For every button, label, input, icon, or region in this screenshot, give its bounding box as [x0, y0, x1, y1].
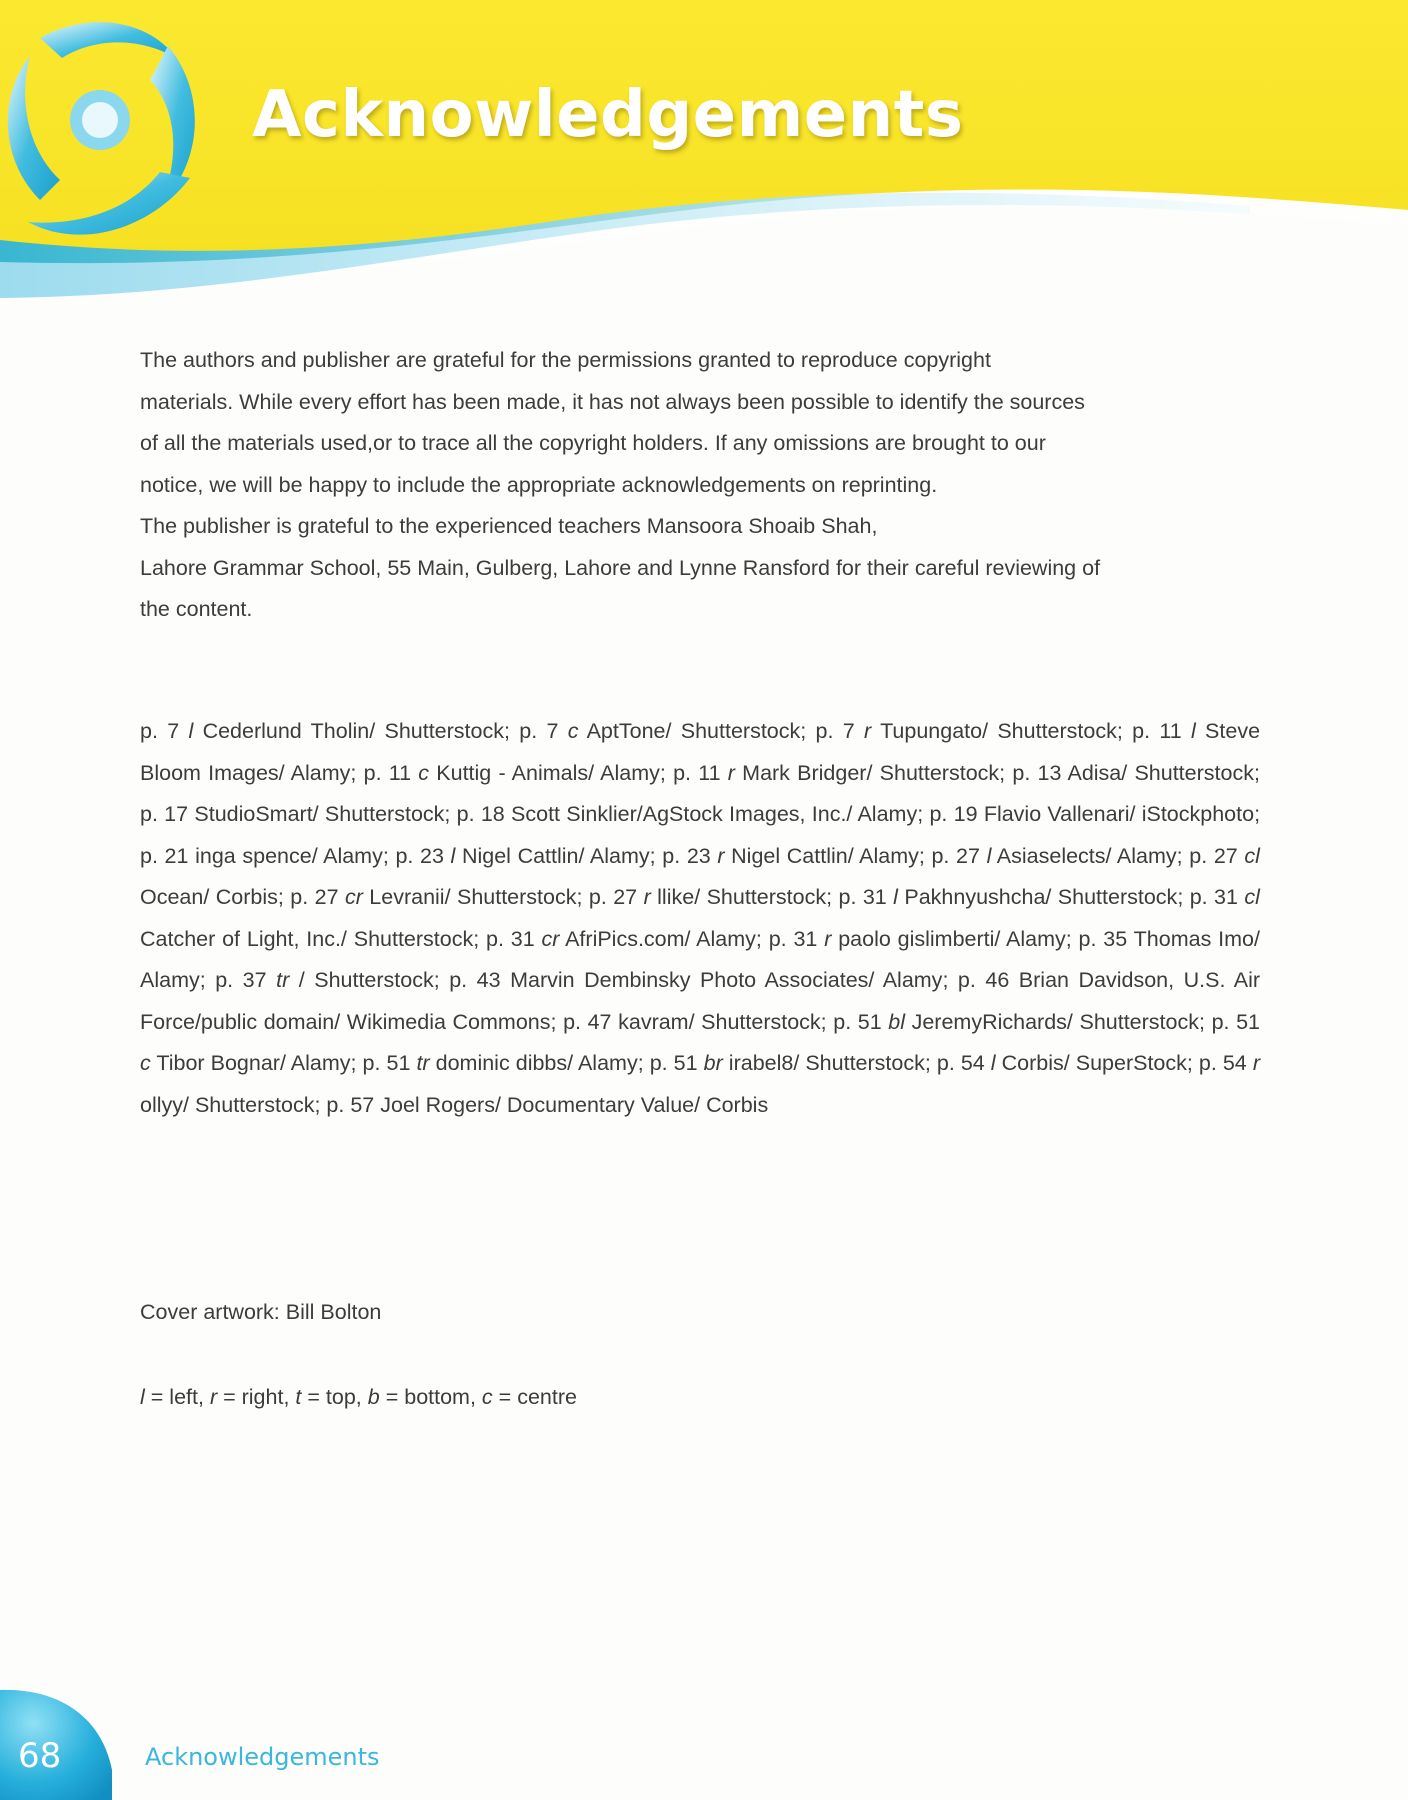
credit-source: Steve Bloom Images/ Alamy [140, 719, 1261, 785]
credit-source: paolo gislimberti/ Alamy [838, 926, 1066, 951]
credit-position: cr [344, 885, 363, 909]
credit-position: bl [888, 1009, 905, 1034]
credit-position: c [567, 719, 579, 743]
credit-position: tr [276, 968, 290, 992]
credit-page: p. 46 [957, 968, 1010, 992]
key-abbr: b [367, 1385, 380, 1409]
page-title: Acknowledgements [252, 78, 964, 152]
credit-entry [650, 1051, 925, 1075]
credit-page: p. 27 [931, 843, 980, 868]
credit-source: StudioSmart/ Shutterstock [194, 802, 445, 826]
credit-position: l [1190, 719, 1196, 743]
intro-paragraph [140, 340, 1260, 631]
credit-source: llike/ Shutterstock [657, 885, 827, 909]
credit-page: p. 57 [326, 1092, 375, 1117]
credit-page: p. 7 [140, 719, 180, 743]
key-abbr: t [295, 1385, 302, 1409]
credit-source: inga spence/ Alamy [195, 843, 383, 868]
credit-entry [838, 885, 1177, 909]
credit-entry [326, 1093, 768, 1117]
credit-page: p. 27 [1189, 843, 1238, 868]
credit-entry [816, 719, 1117, 743]
credit-source: AfriPics.com/ Alamy [565, 926, 756, 951]
credit-entry [937, 1051, 1187, 1075]
intro-line: notice, we will be happy to include the appropriate acknowledgements on reprinting. [140, 472, 938, 497]
credit-source: Ocean/ Corbis [140, 885, 278, 909]
credit-source: kavram/ Shutterstock [618, 1009, 821, 1034]
position-key: l = left, r = right, t = top, b = bottom, c = centre [140, 1385, 577, 1409]
credit-page: p. 35 [1078, 926, 1128, 951]
credit-position: l [986, 843, 992, 868]
credit-source: ollyy/ Shutterstock [140, 1092, 315, 1117]
key-item: b = bottom [367, 1385, 470, 1409]
credit-page: p. 11 [673, 760, 721, 785]
key-abbr: c [481, 1385, 493, 1409]
credit-page: p. 47 [563, 1009, 612, 1034]
intro-line: of all the materials used,or to trace all the copyright holders. If any omissions are brought to our [140, 431, 1046, 455]
credit-entry [519, 719, 800, 743]
credit-page: p. 51 [362, 1051, 411, 1075]
intro-line: Lahore Grammar School, 55 Main, Gulberg, Lahore and Lynne Ransford for their careful reviewing of [140, 555, 1101, 580]
credit-page: p. 18 [456, 802, 505, 826]
credit-position: r [864, 719, 872, 743]
credit-entry [589, 885, 826, 909]
credit-page: p. 54 [1198, 1051, 1247, 1075]
credit-source: / Shutterstock [298, 968, 434, 992]
credit-page: p. 31 [768, 926, 818, 951]
credit-position: l [990, 1051, 996, 1075]
credit-entry [486, 927, 756, 951]
credit-source: Kuttig - Animals/ Alamy [436, 760, 660, 785]
key-abbr: r [209, 1385, 218, 1409]
credit-entry [215, 968, 434, 992]
credit-entry [140, 802, 444, 826]
credit-page: p. 31 [1189, 885, 1238, 909]
credit-source: JeremyRichards/ Shutterstock [911, 1009, 1199, 1034]
credit-source: Tibor Bognar/ Alamy [156, 1051, 351, 1075]
key-abbr: l [140, 1385, 145, 1409]
credit-source: Nigel Cattlin/ Alamy [461, 843, 650, 868]
credit-position: r [1252, 1051, 1260, 1075]
credit-page: p. 27 [290, 885, 339, 909]
credit-entry [833, 1010, 1199, 1034]
credit-source: Mark Bridger/ Shutterstock [742, 760, 1000, 785]
credit-source: Asiaselects/ Alamy [996, 843, 1177, 868]
credit-page: p. 23 [662, 843, 711, 868]
credit-source: Corbis/ SuperStock [1001, 1051, 1187, 1075]
key-meaning: top [325, 1385, 356, 1409]
credit-entry [457, 802, 918, 826]
credit-position: r [717, 843, 725, 868]
credit-entry [140, 719, 504, 743]
credit-source: Flavio Vallenari/ iStockphoto [983, 802, 1255, 826]
credit-source: Joel Rogers/ Documentary Value/ Corbis [380, 1092, 769, 1117]
credit-position: cl [1244, 885, 1260, 909]
credit-entry [563, 1010, 821, 1034]
credit-page: p. 21 [140, 843, 189, 868]
credit-source: AptTone/ Shutterstock [586, 719, 801, 743]
credit-position: cr [541, 926, 560, 951]
credit-page: p. 51 [1211, 1009, 1260, 1034]
credit-entry [1012, 761, 1254, 785]
credit-page: p. 31 [838, 885, 887, 909]
credit-position: r [643, 885, 651, 909]
credit-entry [929, 802, 1254, 826]
credit-page: p. 54 [936, 1051, 985, 1075]
credit-page: p. 43 [449, 968, 501, 992]
cover-credit: Cover artwork: Bill Bolton [140, 1300, 382, 1324]
key-meaning: centre [517, 1385, 577, 1409]
key-meaning: right [241, 1385, 284, 1409]
credit-page: p. 51 [649, 1051, 698, 1075]
intro-line: materials. While every effort has been made, it has not always been possible to identify the sources [140, 389, 1085, 414]
credit-source: Nigel Cattlin/ Alamy [731, 843, 919, 868]
credit-entry [662, 844, 919, 868]
intro-line: The authors and publisher are grateful for the permissions granted to reproduce copyright [140, 348, 991, 372]
credit-source: Pakhnyushcha/ Shutterstock [904, 885, 1178, 909]
credit-source: Tupungato/ Shutterstock [880, 719, 1117, 743]
credit-entry [769, 927, 1066, 951]
credit-source: irabel8/ Shutterstock [728, 1051, 925, 1075]
credit-position: r [824, 926, 832, 951]
credit-entry [673, 761, 999, 785]
key-meaning: bottom [404, 1385, 470, 1409]
credit-page: p. 11 [363, 760, 412, 785]
page-number: 68 [18, 1736, 62, 1776]
credit-entry [363, 1051, 638, 1075]
credit-entry [290, 885, 576, 909]
credit-page: p. 37 [215, 968, 267, 992]
credit-position: c [140, 1051, 151, 1075]
credit-position: cl [1244, 843, 1260, 868]
footer-section-label: Acknowledgements [145, 1743, 380, 1771]
credit-entry [931, 844, 1176, 868]
credit-source: Brian Davidson, U.S. Air Force/public domain/ Wikimedia Commons [140, 968, 1261, 1034]
credit-source: Adisa/ Shutterstock [1067, 760, 1254, 785]
photo-credits: p. 7 l Cederlund Tholin/ Shutterstock; p. 7 c AptTone/ Shutterstock; p. 7 r Tupungato/ Shutterstock; p. 11 l Steve Bloom Images/ Alamy; p. 11 c Kuttig - Animals/ Alamy; p. 11 r Mark Bridger/ Shutterstock; p. 13 Adisa/ Shutterstock; p. 17 StudioSmart/ Shutterstock; p. 18 Scott Sinklier/AgStock Images, Inc./ Alamy; p. 19 Flavio Vallenari/ iStockphoto; p. 21 inga spence/ Alamy; p. 23 l Nigel Cattlin/ Alamy; p. 23 r Nigel Cattlin/ Alamy; p. 27 l Asiaselects/ Alamy; p. 27 cl Ocean/ Corbis; p. 27 cr Levranii/ Shutterstock; p. 27 r llike/ Shutterstock; p. 31 l Pakhnyushcha/ Shutterstock; p. 31 cl Catcher of Light, Inc./ Shutterstock; p. 31 cr AfriPics.com/ Alamy; p. 31 r paolo gislimberti/ Alamy; p. 35 Thomas Imo/ Alamy; p. 37 tr / Shutterstock; p. 43 Marvin Dembinsky Photo Associates/ Alamy; p. 46 Brian Davidson, U.S. Air Force/public domain/ Wikimedia Commons; p. 47 kavram/ Shutterstock; p. 51 bl JeremyRichards/ Shutterstock; p. 51 c Tibor Bognar/ Alamy; p. 51 tr dominic dibbs/ Alamy; p. 51 br irabel8/ Shutterstock; p. 54 l Corbis/ SuperStock; p. 54 r ollyy/ Shutterstock; p. 57 Joel Rogers/ Documentary Value/ Corbis [140, 719, 1261, 1117]
credit-page: p. 27 [588, 885, 638, 909]
credit-position: c [418, 760, 430, 785]
credit-position: br [703, 1051, 723, 1075]
header-banner [0, 0, 1408, 330]
credit-entry [395, 844, 649, 868]
credit-page: p. 7 [815, 719, 855, 743]
credit-page: p. 13 [1012, 760, 1062, 785]
credit-position: tr [416, 1051, 430, 1075]
credit-page: p. 51 [833, 1009, 882, 1034]
intro-line: the content. [140, 597, 253, 621]
credit-page: p. 17 [140, 802, 189, 826]
credit-source: Catcher of Light, Inc./ Shutterstock [140, 926, 474, 951]
credit-source: Scott Sinklier/AgStock Images, Inc./ Alamy [511, 802, 918, 826]
credit-page: p. 23 [395, 843, 444, 868]
credit-page: p. 7 [519, 719, 559, 743]
credit-page: p. 19 [929, 802, 978, 826]
intro-line: The publisher is grateful to the experienced teachers Mansoora Shoaib Shah, [140, 514, 878, 538]
credit-source: Cederlund Tholin/ Shutterstock [202, 719, 504, 743]
credit-position: l [188, 719, 194, 743]
credit-entry [140, 844, 383, 868]
credit-source: Levranii/ Shutterstock [369, 885, 577, 909]
credit-entry [364, 761, 660, 785]
key-item: l = left [140, 1385, 198, 1409]
key-item: t = top [295, 1385, 356, 1409]
key-meaning: left [169, 1385, 198, 1409]
credit-position: l [450, 843, 456, 868]
key-item: r = right [209, 1385, 284, 1409]
credit-source: Marvin Dembinsky Photo Associates/ Alamy [510, 968, 943, 992]
credit-position: l [893, 885, 898, 909]
credit-position: r [727, 760, 735, 785]
credit-page: p. 31 [486, 926, 535, 951]
credit-source: dominic dibbs/ Alamy [435, 1051, 638, 1075]
key-item: c = centre [481, 1385, 577, 1409]
credit-page: p. 11 [1132, 719, 1182, 743]
credit-source: Thomas Imo/ Alamy [140, 926, 1260, 992]
credit-entry [449, 968, 942, 992]
